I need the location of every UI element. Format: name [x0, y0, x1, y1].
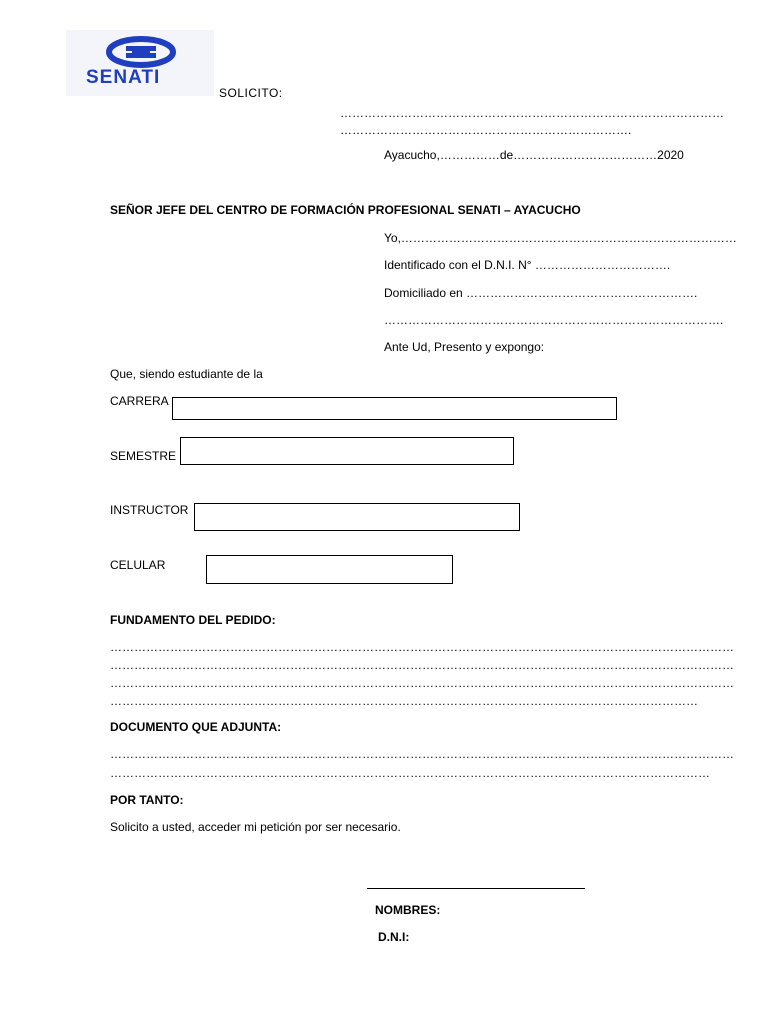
instructor-field[interactable]	[194, 503, 520, 531]
closing-text: Solicito a usted, acceder mi petición por ser necesario.	[110, 820, 401, 834]
signature-line	[367, 888, 585, 889]
celular-field[interactable]	[206, 555, 453, 584]
domicilio-line: Domiciliado en ………………………………………………….	[384, 286, 698, 300]
documento-line: …………………………………………………………………………………………………………………………………………	[110, 747, 734, 761]
semestre-label: SEMESTRE	[110, 449, 177, 463]
fundamento-line: …………………………………………………………………………………………………………………………………………	[110, 658, 734, 672]
fundamento-line: …………………………………………………………………………………………………………………………………………	[110, 676, 734, 690]
carrera-field[interactable]	[172, 397, 617, 420]
instructor-label: INSTRUCTOR	[110, 503, 189, 517]
solicito-line-2: ……………………………………………………………….	[340, 123, 632, 137]
expongo-line: Ante Ud, Presento y expongo:	[384, 340, 545, 354]
fundamento-title: FUNDAMENTO DEL PEDIDO:	[110, 613, 276, 627]
intro-text: Que, siendo estudiante de la	[110, 367, 263, 381]
nombres-label: NOMBRES:	[375, 903, 441, 917]
solicito-label: SOLICITO:	[219, 86, 283, 100]
yo-line: Yo,…………………………………………………………………………	[384, 231, 737, 245]
fundamento-line: …………………………………………………………………………………………………………………………………	[110, 694, 698, 708]
fundamento-line: …………………………………………………………………………………………………………………………………………	[110, 640, 734, 654]
carrera-label: CARRERA	[110, 394, 169, 408]
documento-line: ……………………………………………………………………………………………………………………………………	[110, 766, 710, 780]
solicito-line-1: ……………………………………………………………………………………	[340, 106, 724, 120]
date-line: Ayacucho,……………de………………………………2020	[384, 148, 684, 162]
domicilio-cont-line: ………………………………………………………………………….	[384, 313, 724, 327]
celular-label: CELULAR	[110, 558, 166, 572]
senati-logo	[66, 30, 214, 96]
dni-line: Identificado con el D.N.I. N° …………………………….	[384, 258, 671, 272]
addressee: SEÑOR JEFE DEL CENTRO DE FORMACIÓN PROFESIONAL SENATI – AYACUCHO	[110, 203, 581, 217]
logo-text: SENATI	[86, 67, 161, 88]
por-tanto-title: POR TANTO:	[110, 793, 184, 807]
signature-dni-label: D.N.I:	[378, 930, 410, 944]
semestre-field[interactable]	[180, 437, 514, 465]
documento-title: DOCUMENTO QUE ADJUNTA:	[110, 720, 282, 734]
